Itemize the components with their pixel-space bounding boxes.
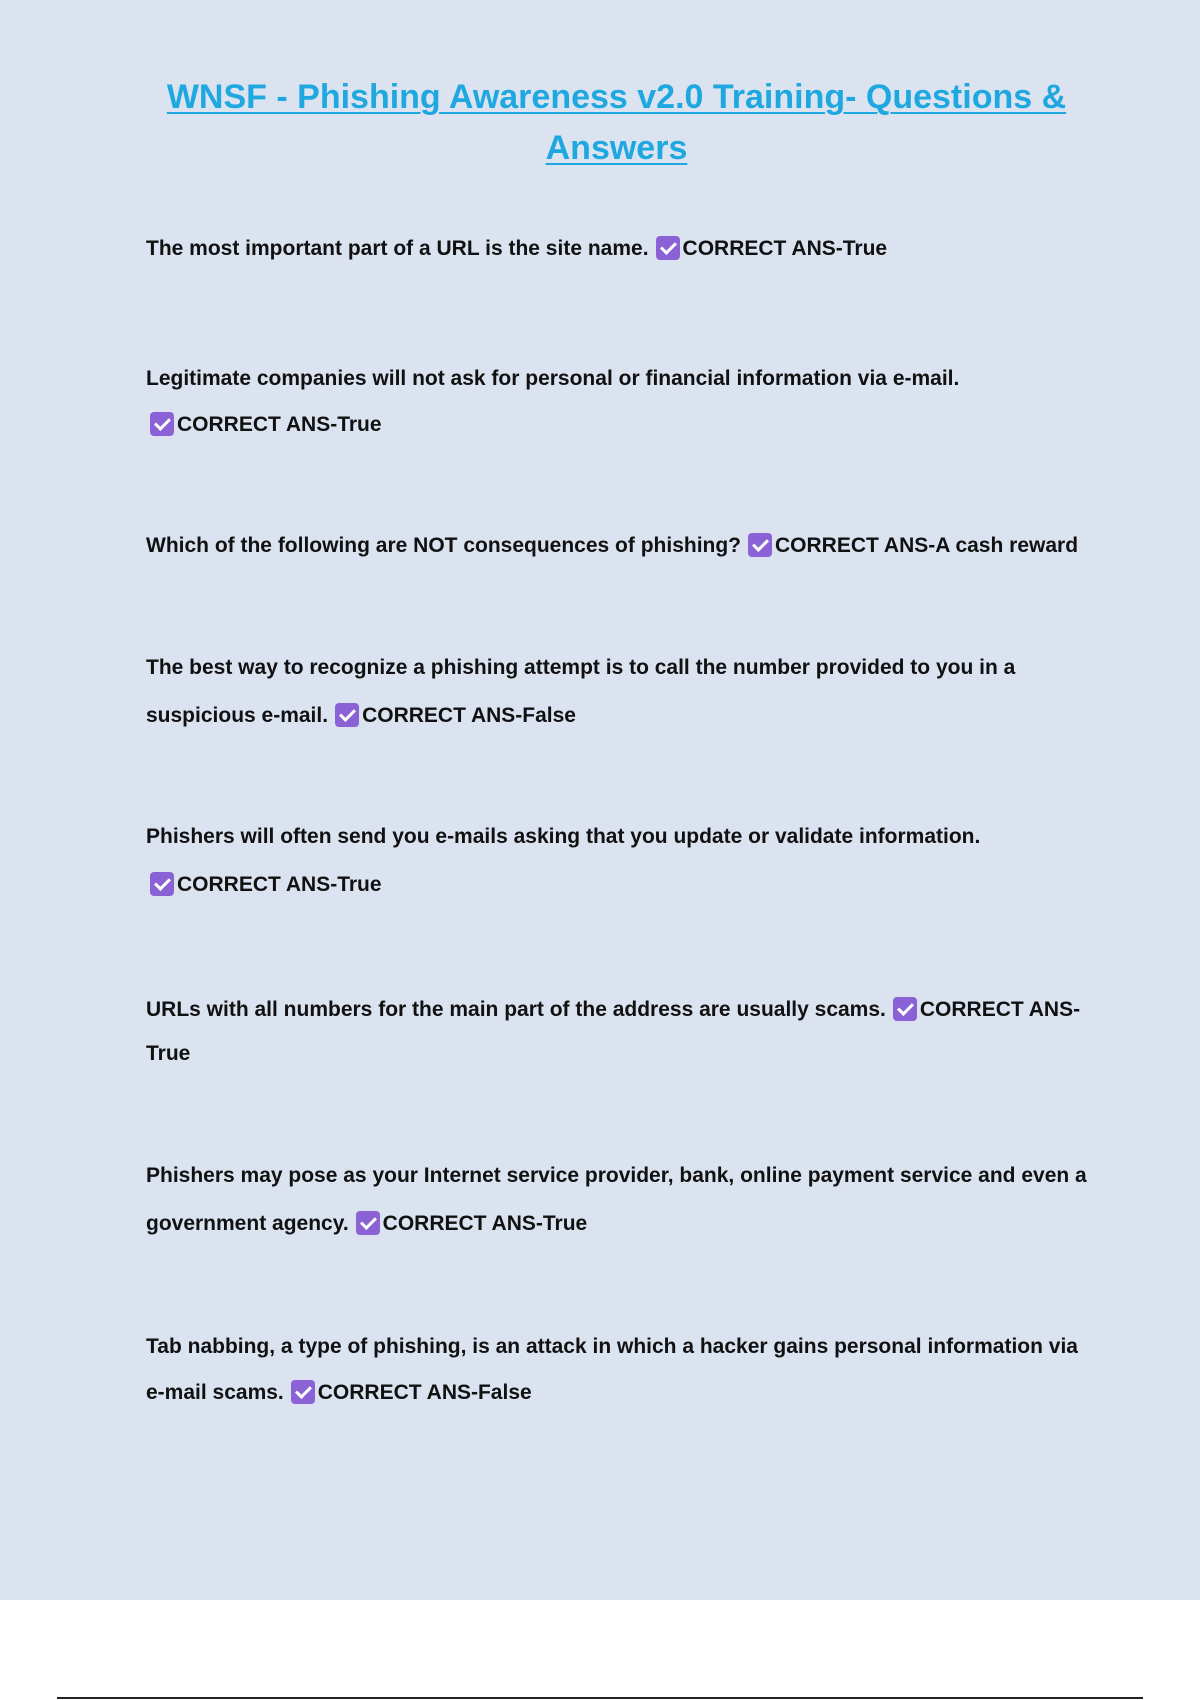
checked-checkbox-icon [150,412,174,436]
answer-text: CORRECT ANS-True [682,237,888,260]
checked-checkbox-icon [335,703,359,727]
qa-item-8 [146,1324,1086,1416]
qa-item-4 [146,644,1086,740]
document-title-line-1: WNSF - Phishing Awareness v2.0 Training- Questions & [166,78,1067,116]
question-text: Legitimate companies will not ask for personal or financial information via e-mail. [146,367,960,390]
answer-text: CORRECT ANS-False [317,1381,532,1404]
qa-item-2 [146,356,1086,448]
answer-text: CORRECT ANS-True [177,873,382,896]
qa-item-3 [146,530,1086,562]
question-text: Phishers will often send you e-mails asking that you update or validate information. [146,825,981,848]
checked-checkbox-icon [748,533,772,557]
footer-divider [57,1697,1143,1699]
answer-text: CORRECT ANS-True [177,413,382,436]
qa-item-1 [146,233,1086,265]
answer-text-part-1: CORRECT ANS- [919,998,1081,1021]
qa-item-6 [146,988,1086,1076]
checked-checkbox-icon [893,997,917,1021]
checked-checkbox-icon [150,872,174,896]
question-text-line-1: The best way to recognize a phishing attempt is to call the number provided to you in a [146,656,1016,679]
checked-checkbox-icon [291,1380,315,1404]
qa-item-7 [146,1152,1086,1248]
question-text-line-1: Tab nabbing, a type of phishing, is an attack in which a hacker gains personal information via [146,1335,1078,1358]
question-text-line-2: e-mail scams. [146,1381,284,1404]
question-text: URLs with all numbers for the main part of the address are usually scams. [146,998,886,1021]
question-text-line-2: government agency. [146,1212,349,1235]
answer-text: CORRECT ANS-True [382,1212,588,1235]
question-text-line-2: suspicious e-mail. [146,704,329,727]
checked-checkbox-icon [356,1211,380,1235]
question-text: The most important part of a URL is the site name. [146,237,649,260]
checked-checkbox-icon [656,236,680,260]
question-text-line-1: Phishers may pose as your Internet service provider, bank, online payment service and even a [146,1164,1087,1187]
answer-text-part-2: True [146,1042,191,1065]
question-text: Which of the following are NOT consequences of phishing? [146,534,742,557]
answer-text: CORRECT ANS-A cash reward [775,534,1079,557]
qa-item-5 [146,813,1086,909]
document-title-line-2: Answers [545,129,688,167]
document-title [100,72,1133,174]
answer-text: CORRECT ANS-False [362,704,576,727]
